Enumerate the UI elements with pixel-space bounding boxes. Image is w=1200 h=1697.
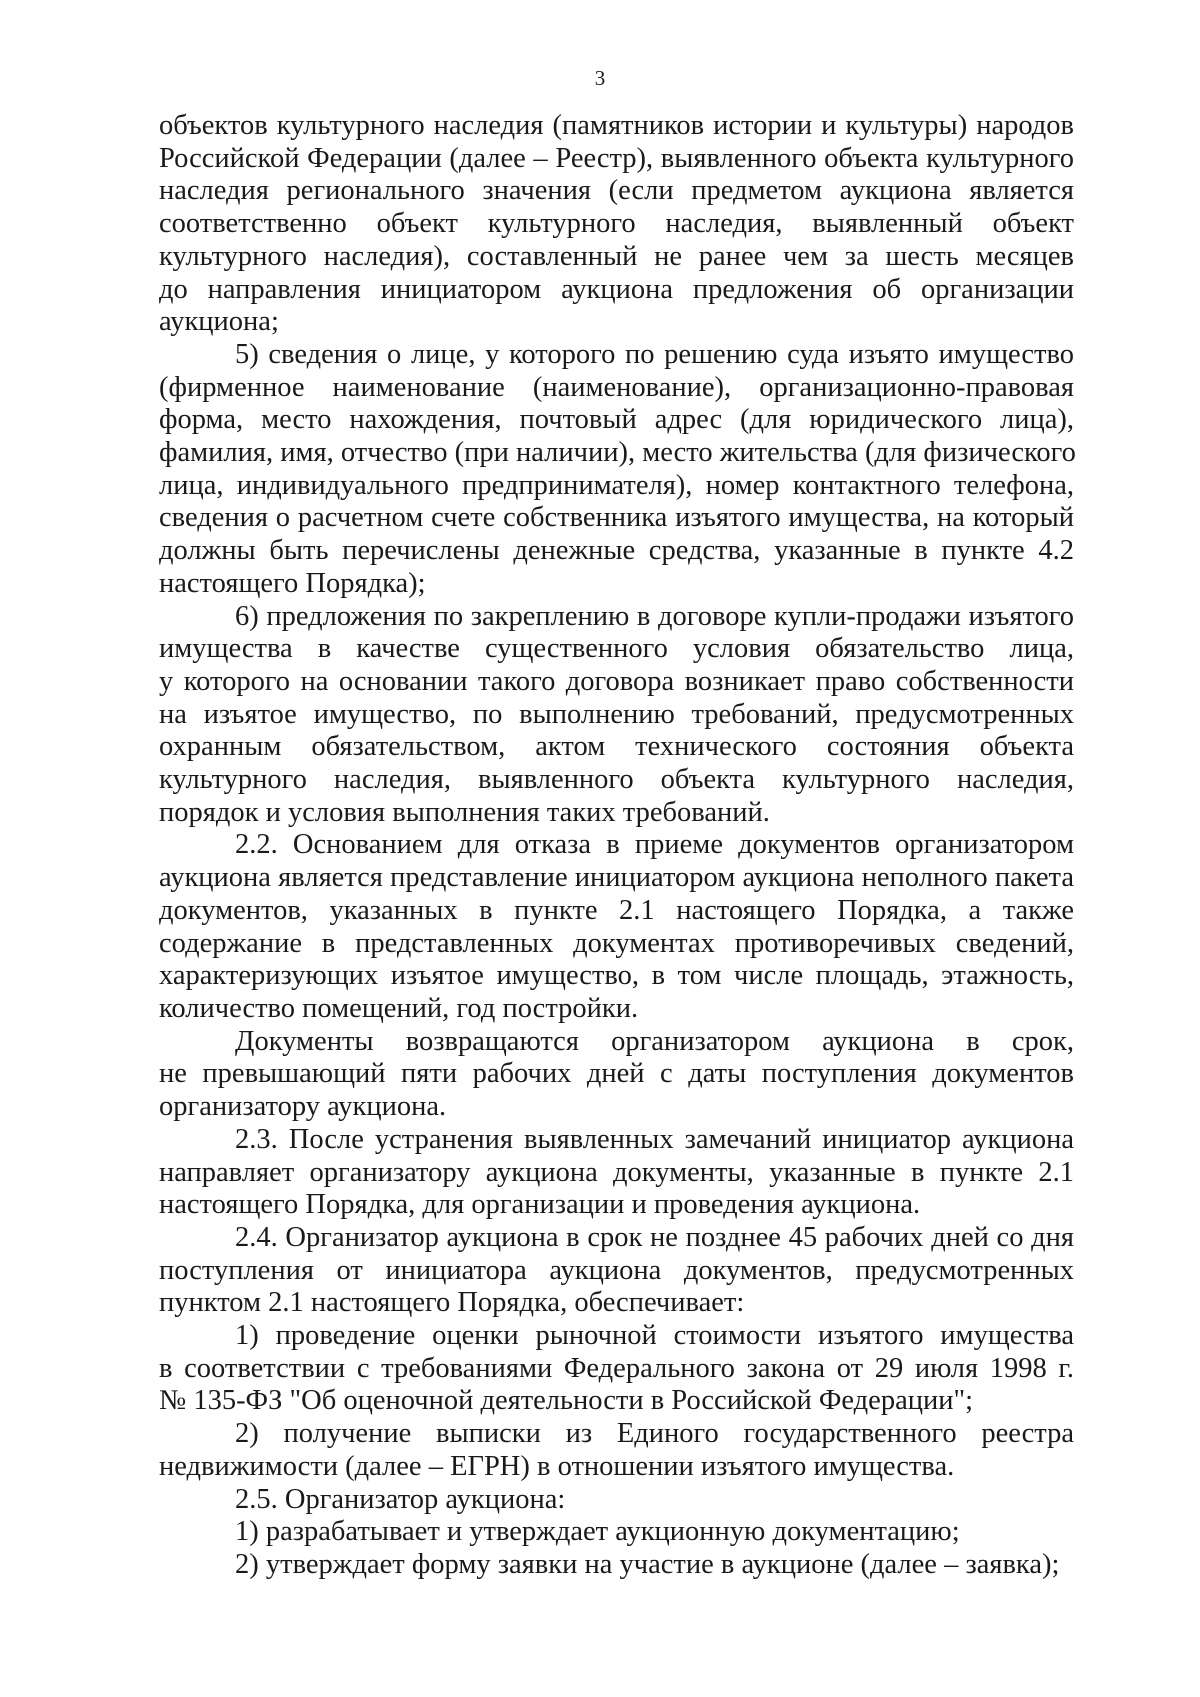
paragraph bbox=[159, 601, 1074, 830]
text-line: культурного наследия, выявленного объекта культурного наследия, bbox=[159, 764, 1074, 796]
paragraph bbox=[159, 1549, 1074, 1582]
text-line: 2.2. Основанием для отказа в приеме документов организатором bbox=[235, 829, 1074, 861]
paragraph bbox=[159, 1026, 1074, 1124]
text-line: настоящего Порядка); bbox=[159, 567, 426, 599]
text-line: форма, место нахождения, почтовый адрес (для юридического лица), bbox=[159, 404, 1074, 436]
text-line: объектов культурного наследия (памятников истории и культуры) народов bbox=[159, 110, 1074, 141]
text-line: наследия регионального значения (если предметом аукциона является bbox=[159, 175, 1074, 207]
text-line: содержание в представленных документах противоречивых сведений, bbox=[159, 927, 1074, 959]
text-line: Российской Федерации (далее – Реестр), выявленного объекта культурного bbox=[159, 142, 1074, 174]
paragraph bbox=[159, 1320, 1074, 1418]
document-body bbox=[159, 110, 1074, 1582]
text-line: на изъятое имущество, по выполнению требований, предусмотренных bbox=[159, 698, 1074, 730]
paragraph bbox=[159, 1516, 1074, 1549]
text-line: настоящего Порядка, для организации и проведения аукциона. bbox=[159, 1189, 921, 1221]
text-line: Документы возвращаются организатором аукциона в срок, bbox=[235, 1025, 1074, 1057]
text-line: 6) предложения по закреплению в договоре купли-продажи изъятого bbox=[235, 600, 1074, 632]
text-line: (фирменное наименование (наименование), организационно-правовая bbox=[159, 371, 1074, 403]
text-line: лица, индивидуального предпринимателя), номер контактного телефона, bbox=[159, 469, 1074, 501]
text-line: сведения о расчетном счете собственника изъятого имущества, на который bbox=[159, 502, 1074, 534]
text-line: организатору аукциона. bbox=[159, 1091, 447, 1123]
text-line: количество помещений, год постройки. bbox=[159, 992, 639, 1024]
text-line: 2.5. Организатор аукциона: bbox=[235, 1483, 566, 1515]
text-line: 2) получение выписки из Единого государственного реестра bbox=[235, 1418, 1074, 1450]
paragraph bbox=[159, 339, 1074, 601]
paragraph bbox=[159, 1124, 1074, 1222]
text-line: пунктом 2.1 настоящего Порядка, обеспечивает: bbox=[159, 1287, 745, 1319]
text-line: соответственно объект культурного наследия, выявленный объект bbox=[159, 208, 1074, 240]
text-line: должны быть перечислены денежные средства, указанные в пункте 4.2 bbox=[159, 535, 1074, 567]
text-line: поступления от инициатора аукциона документов, предусмотренных bbox=[159, 1254, 1074, 1286]
text-line: имущества в качестве существенного условия обязательство лица, bbox=[159, 633, 1074, 665]
text-line: 2.3. После устранения выявленных замечаний инициатор аукциона bbox=[235, 1123, 1074, 1155]
text-line: 1) проведение оценки рыночной стоимости изъятого имущества bbox=[235, 1320, 1074, 1352]
paragraph bbox=[159, 1222, 1074, 1320]
text-line: недвижимости (далее – ЕГРН) в отношении изъятого имущества. bbox=[159, 1450, 955, 1482]
text-line: не превышающий пяти рабочих дней с даты поступления документов bbox=[159, 1058, 1074, 1090]
text-line: 1) разрабатывает и утверждает аукционную документацию; bbox=[235, 1516, 960, 1548]
text-line: порядок и условия выполнения таких требований. bbox=[159, 796, 770, 828]
text-line: фамилия, имя, отчество (при наличии), место жительства (для физического bbox=[159, 437, 1076, 469]
text-line: 2.4. Организатор аукциона в срок не позднее 45 рабочих дней со дня bbox=[235, 1221, 1074, 1253]
text-line: 5) сведения о лице, у которого по решению суда изъято имущество bbox=[235, 338, 1074, 370]
text-line: 2) утверждает форму заявки на участие в аукционе (далее – заявка); bbox=[235, 1548, 1060, 1580]
paragraph bbox=[159, 1418, 1074, 1483]
text-line: № 135-ФЗ "Об оценочной деятельности в Российской Федерации"; bbox=[159, 1385, 974, 1417]
page-number: 3 bbox=[594, 66, 606, 90]
text-line: до направления инициатором аукциона предложения об организации bbox=[159, 273, 1074, 305]
text-line: документов, указанных в пункте 2.1 настоящего Порядка, а также bbox=[159, 894, 1074, 926]
text-line: аукциона; bbox=[159, 306, 279, 338]
text-line: в соответствии с требованиями Федерального закона от 29 июля 1998 г. bbox=[159, 1352, 1074, 1384]
paragraph bbox=[159, 829, 1074, 1025]
text-line: характеризующих изъятое имущество, в том числе площадь, этажность, bbox=[159, 960, 1074, 992]
text-line: аукциона является представление инициатором аукциона неполного пакета bbox=[159, 862, 1074, 894]
text-line: направляет организатору аукциона документы, указанные в пункте 2.1 bbox=[159, 1156, 1074, 1188]
paragraph bbox=[159, 110, 1074, 339]
text-line: охранным обязательством, актом технического состояния объекта bbox=[159, 731, 1074, 763]
paragraph bbox=[159, 1484, 1074, 1517]
text-line: у которого на основании такого договора возникает право собственности bbox=[159, 665, 1074, 697]
text-line: культурного наследия), составленный не ранее чем за шесть месяцев bbox=[159, 240, 1074, 272]
